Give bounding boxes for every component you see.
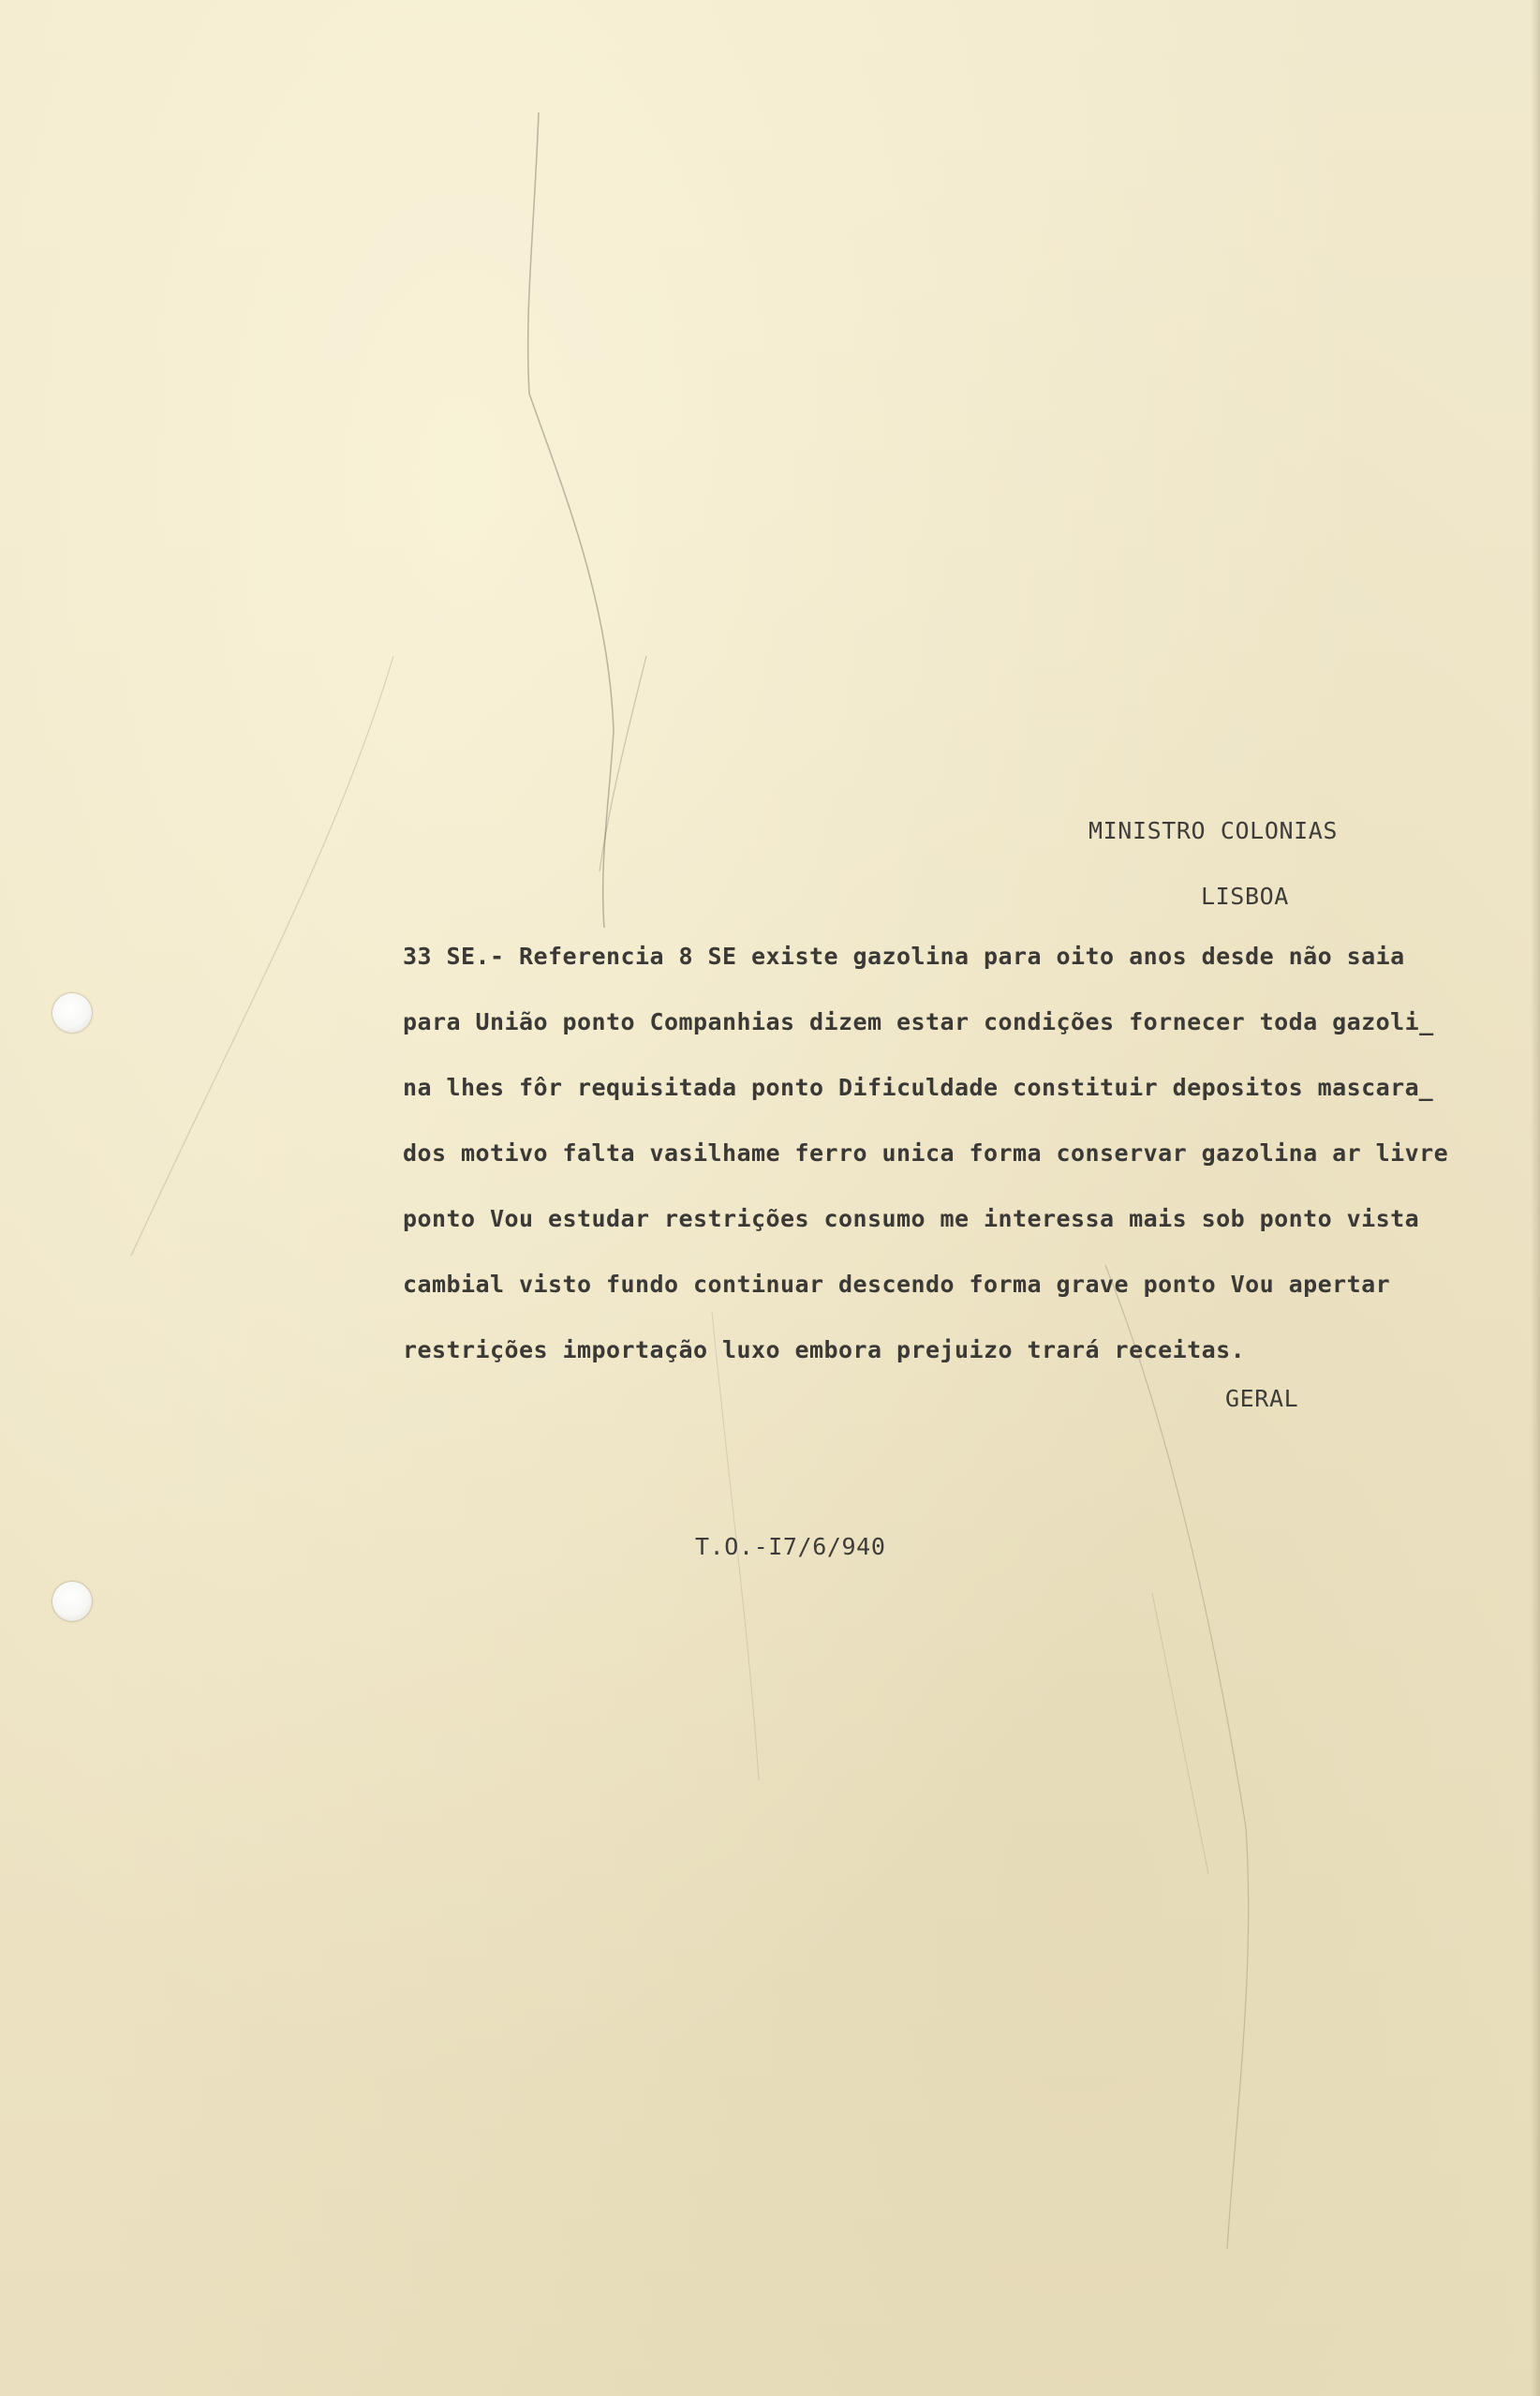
reference-date: T.O.-I7/6/940 (695, 1533, 886, 1560)
body-line: 33 SE.- Referencia 8 SE existe gazolina para oito anos desde não saia (403, 943, 1405, 970)
body-line: restrições importação luxo embora prejuizo trará receitas. (403, 1336, 1246, 1363)
punch-hole-upper (52, 993, 92, 1033)
signature: GERAL (1225, 1385, 1299, 1412)
addressee: MINISTRO COLONIAS (1088, 817, 1339, 844)
body-line: ponto Vou estudar restrições consumo me interessa mais sob ponto vista (403, 1205, 1420, 1232)
page-edge-shadow (1531, 0, 1540, 2396)
body-line: para União ponto Companhias dizem estar condições fornecer toda gazoli_ (403, 1008, 1434, 1035)
body-line: dos motivo falta vasilhame ferro unica forma conservar gazolina ar livre (403, 1139, 1449, 1167)
body-line: cambial visto fundo continuar descendo forma grave ponto Vou apertar (403, 1271, 1391, 1298)
city: LISBOA (1201, 883, 1289, 910)
body-line: na lhes fôr requisitada ponto Dificuldade constituir depositos mascara̲ (403, 1074, 1434, 1101)
punch-hole-lower (52, 1582, 92, 1621)
